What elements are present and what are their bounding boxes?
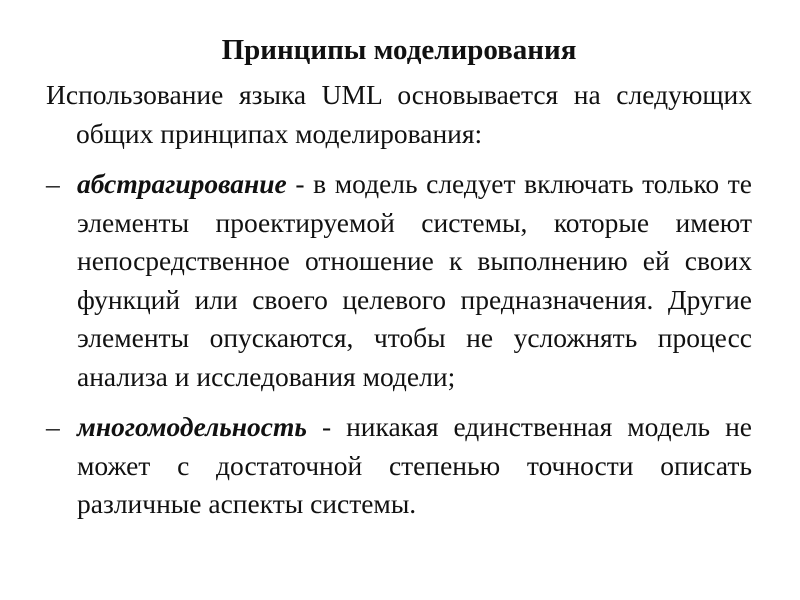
list-item-multimodel	[46, 408, 752, 524]
dash-marker: –	[46, 411, 60, 442]
dash-marker: –	[46, 168, 60, 199]
principles-list	[46, 165, 752, 524]
definition-abstraction: - в модель следует включать только те элементы проектируемой системы, которые имеют непосредственное отношение к выполнению ей своих функций или своего целевого предназначения. Другие элементы опускаются, чтобы не усложнять процесс анализа и исследования модели;	[77, 168, 752, 392]
slide-title: Принципы моделирования	[221, 34, 577, 66]
term-abstraction: абстрагирование	[77, 168, 287, 199]
term-multimodel: многомодельность	[77, 411, 307, 442]
list-item-abstraction	[46, 165, 752, 396]
definition-multimodel: - никакая единственная модель не может с достаточной степенью точности описать различные аспекты системы.	[77, 411, 752, 519]
intro-paragraph: Использование языка UML основывается на следующих общих принципах моделирования:	[46, 79, 752, 149]
